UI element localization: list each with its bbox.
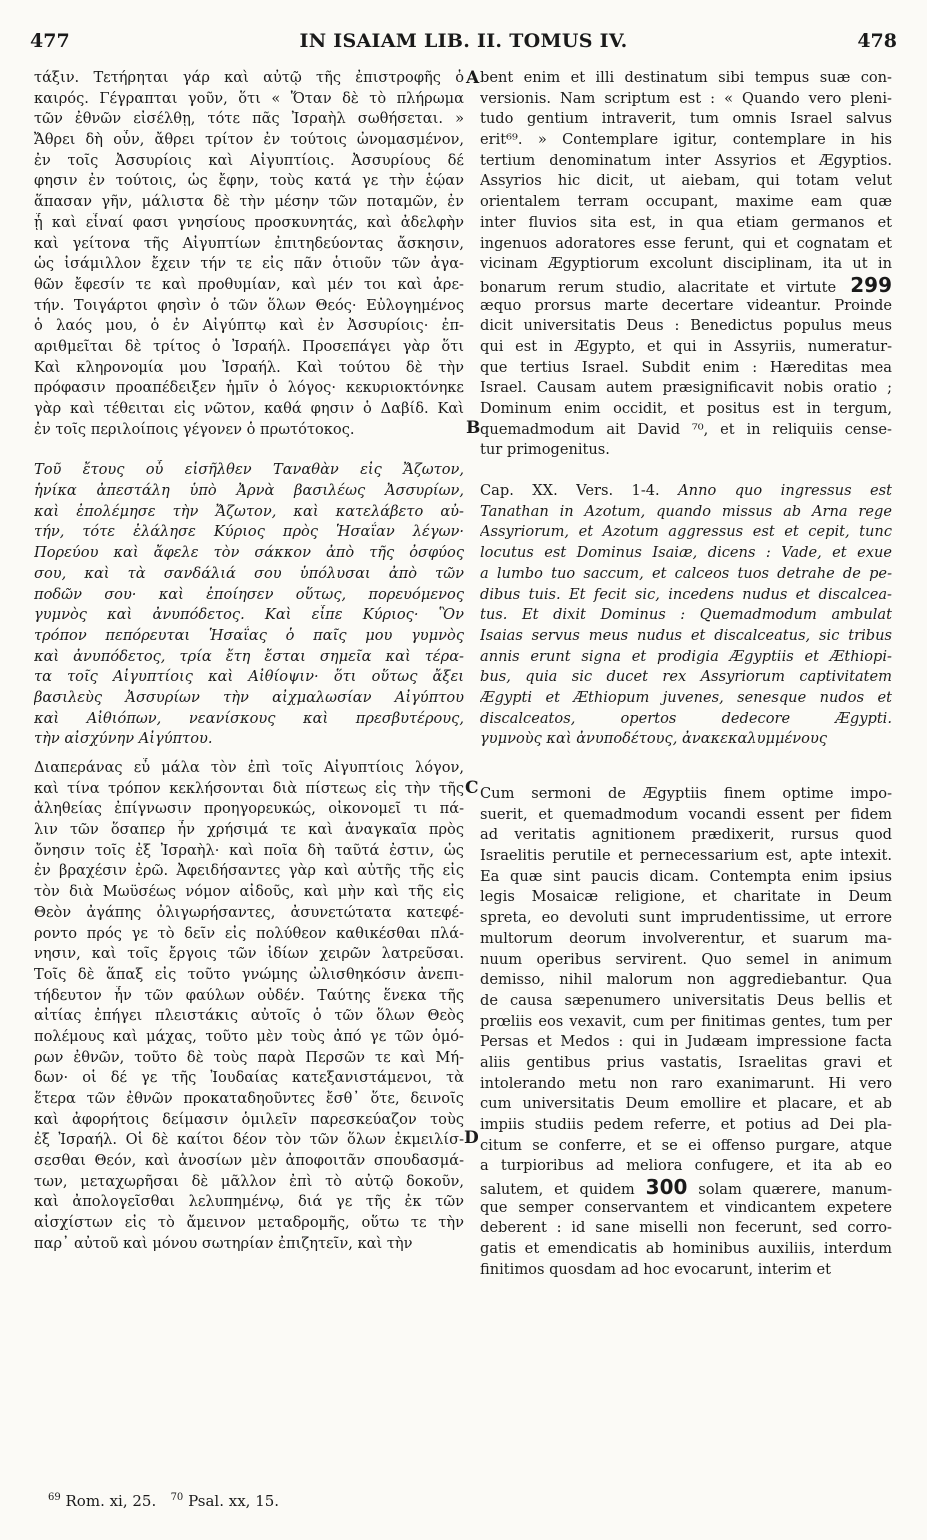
latin-para2-line: deberent : id sane miselli non fecerunt, sed corro-	[480, 1219, 892, 1237]
greek-para1-line: πρόφασιν προαπέδειξεν ἡμῖν ὁ λόγος· κεκυριοκτόνηκε	[34, 379, 464, 397]
greek-para2-line: καὶ ἀπολογεῖσθαι λελυπημένῳ, διά γε τῆς ἐκ τῶν	[34, 1193, 464, 1211]
greek-para2-line: παρ᾽ αὐτοῦ καὶ μόνου σωτηρίαν ἐπιζητεῖν, καὶ τὴν	[34, 1234, 413, 1252]
greek-para2-line: πολέμους καὶ μάχας, τοῦτο μὲν τοὺς ἀπό γε τῶν ὁμό-	[34, 1027, 464, 1045]
latin-para2-line: impiis studiis pedem referre, et potius ad Dei pla-	[480, 1116, 892, 1133]
latin-para2-line: legis Mosaicæ religione, et charitate in Deum	[480, 888, 892, 906]
latin-para2-line: Persas et Medos : qui in Judæam impressione facta	[480, 1033, 892, 1051]
greek-paragraph-1	[34, 68, 464, 440]
latin-column	[480, 68, 892, 1281]
latin-verse-line: Tanathan in Azotum, quando missus ab Arna rege	[480, 502, 892, 520]
greek-verse-line: τήν, τότε ἐλάλησε Κύριος πρὸς Ἡσαΐαν λέγων·	[34, 523, 464, 541]
latin-para1-line: vicinam Ægyptiorum excolunt disciplinam, ita ut in	[480, 255, 892, 273]
latin-verse-line: a lumbo tuo saccum, et calceos tuos detrahe de pe-	[480, 564, 892, 582]
latin-verse-line: Ægypti et Æthiopum juvenes, senesque nudos et	[480, 688, 892, 706]
latin-para1-line: tertium denominatum inter Assyrios et Ægyptios.	[480, 151, 892, 169]
latin-paragraph-2	[480, 784, 892, 1281]
greek-para2-line: ρων ἐθνῶν, τοῦτο δὲ τοὺς παρὰ Περσῶν τε καὶ Μή-	[34, 1048, 464, 1066]
latin-para1-line: versionis. Nam scriptum est : « Quando vero pleni-	[480, 89, 892, 107]
margin-letter-c: C	[465, 778, 479, 798]
latin-para2-line: que semper conservantem et vindicantem expetere	[480, 1198, 892, 1216]
greek-para1-line: γὰρ καὶ τέθειται εἰς νῶτον, καθά φησιν ὁ Δαβίδ. Καὶ	[34, 400, 464, 417]
latin-para1-line: orientalem terram occupant, maxime eam quæ	[480, 193, 892, 211]
greek-para2-line: καὶ ἀφορήτοις δείμασιν ὁμιλεῖν παρεσκεύαζον τοὺς	[34, 1110, 464, 1128]
latin-verse-line: Isaias servus meus nudus et discalceatus, sic tribus	[480, 626, 892, 644]
column-number-299: 299	[836, 274, 892, 296]
latin-para2-line: multorum deorum involverentur, et suarum ma-	[480, 929, 892, 947]
page-number-right: 478	[857, 30, 897, 52]
greek-verse-line: Τοῦ ἔτους οὗ εἰσῆλθεν Ταναθὰν εἰς Ἄζωτον,	[34, 461, 464, 479]
margin-letter-b: B	[466, 418, 481, 438]
latin-para2-line: a turpioribus ad meliora confugere, et ita ab eo	[480, 1157, 892, 1175]
greek-para2-line: σεσθαι Θεόν, καὶ ἀνοσίων μὲν ἀποφοιτᾶν σπουδασμά-	[34, 1152, 464, 1170]
latin-para1-line: ingenuos adoratores esse ferunt, qui et cognatam et	[480, 234, 892, 252]
greek-para2-line: αἰσχίστων εἰς τὸ ἄμεινον μεταδρομῆς, οὕτω τε τὴν	[34, 1214, 464, 1232]
latin-para1-line: quemadmodum ait David ⁷⁰, et in reliquiis cense-	[480, 420, 892, 438]
latin-verse-line: Assyriorum, et Azotum aggressus est et cepit, tunc	[480, 523, 892, 541]
greek-column	[34, 68, 464, 1255]
page-header	[0, 30, 927, 60]
greek-verse-line: βασιλεὺς Ἀσσυρίων τὴν αἰχμαλωσίαν Αἰγύπτου	[34, 688, 464, 706]
greek-para1-line: Καὶ κληρονομία μου Ἰσραήλ. Καὶ τούτου δὲ τὴν	[34, 358, 464, 376]
margin-letter-a: A	[466, 68, 480, 88]
footnote-number-70: 70	[170, 1492, 184, 1503]
greek-para1-line: καὶ γείτονα τῆς Αἰγυπτίων ἐπιτηδεύοντας ἄσκησιν,	[34, 234, 464, 252]
latin-para2-line: prœliis eos vexavit, cum per finitimas gentes, tum per	[480, 1012, 892, 1030]
verse-text-start: Anno quo ingressus est	[678, 482, 892, 500]
latin-para2-line: citum se conferre, et se ei offenso purgare, atque	[480, 1136, 892, 1154]
latin-verse-line: discalceatos, opertos dedecore Ægypti.	[480, 709, 892, 727]
greek-para2-line: τήδευτον ἦν τῶν φαύλων οὐδέν. Ταύτης ἕνεκα τῆς	[34, 986, 464, 1004]
latin-para2-line: spreta, eo devoluti sunt imprudentissime, ut errore	[480, 909, 892, 927]
greek-para1-line: αριθμεῖται δὲ τρίτος ὁ Ἰσραήλ. Προσεπάγει γὰρ ὅτι	[34, 337, 464, 355]
greek-para2-line: Διαπεράνας εὖ μάλα τὸν ἐπὶ τοῖς Αἰγυπτίοις λόγον,	[34, 759, 464, 776]
greek-verse-line: γυμνὸς καὶ ἀνυπόδετος. Καὶ εἶπε Κύριος· Ὃν	[34, 606, 464, 624]
greek-para2-line: ὄνησιν τοῖς ἐξ Ἰσραὴλ· καὶ ποῖα δὴ ταῦτά ἐστιν, ὡς	[34, 841, 464, 859]
greek-para2-line: λιν τῶν ὅσαπερ ἦν χρήσιμά τε καὶ ἀναγκαῖα πρὸς	[34, 821, 464, 839]
latin-para2-line: gatis et emendicatis ab hominibus auxiliis, interdum	[480, 1240, 892, 1258]
greek-paragraph-2	[34, 758, 464, 1255]
greek-para2-line: νησιν, καὶ τοῖς ἔργοις τῶν ἰδίων χειρῶν λατρεῦσαι.	[34, 945, 464, 963]
greek-verse-line: καὶ ἐπολέμησε τὴν Ἄζωτον, καὶ κατελάβετο αὐ-	[34, 502, 464, 520]
greek-para1-line: ἐν τοῖς Ἀσσυρίοις καὶ Αἰγυπτίοις. Ἀσσυρίους δέ	[34, 151, 464, 169]
chapter-verse-label: Cap. XX. Vers. 1-4.	[480, 482, 679, 500]
footnote-number-69: 69	[48, 1492, 61, 1503]
latin-para2-line: salutem, et quidem 300 solam quærere, manum-	[480, 1177, 892, 1198]
latin-para1-line: Dominum enim occidit, et positus est in tergum,	[480, 400, 892, 417]
latin-para2-line: Israelitis perutile et pernecessarium est, apte intexit.	[480, 847, 892, 865]
latin-para1-line: tur primogenitus.	[480, 441, 610, 459]
greek-para1-line: ὁ λαός μου, ὁ ἐν Αἰγύπτῳ καὶ ἐν Ἀσσυρίοις· ἐπ-	[34, 317, 464, 335]
margin-letter-d: D	[464, 1128, 479, 1148]
latin-para2-line: Ea quæ sint paucis dicam. Contempta enim ipsius	[480, 867, 892, 885]
latin-para1-line: dicit universitatis Deus : Benedictus populus meus	[480, 317, 892, 335]
latin-verse-line: tus. Et dixit Dominus : Quemadmodum ambulat	[480, 606, 892, 624]
greek-para2-line: Θεὸν ἀγάπης ὀλιγωρήσαντες, ἀσυνετώτατα κατεφέ-	[34, 903, 464, 921]
greek-para2-line: ἐν βραχέσιν ἐρῶ. Ἀφειδήσαντες γὰρ καὶ αὐτῆς τῆς εἰς	[34, 862, 464, 880]
latin-para2-line: nuum operibus servirent. Quo semel in animum	[480, 950, 892, 968]
latin-para1-line: bonarum rerum studio, alacritate et virtute 299	[480, 274, 892, 296]
greek-verse-line: τα τοῖς Αἰγυπτίοις καὶ Αἰθίοψιν· ὅτι οὕτως ἄξει	[34, 668, 464, 686]
latin-paragraph-1	[480, 68, 892, 461]
greek-para1-line: καιρός. Γέγραπται γοῦν, ὅτι « Ὅταν δὲ τὸ πλήρωμα	[34, 89, 464, 107]
greek-para2-line: δων· οἱ δέ γε τῆς Ἰουδαίας κατεξανιστάμενοι, τὰ	[34, 1069, 464, 1087]
greek-para1-line: ἅπασαν γῆν, μάλιστα δὲ τὴν μέσην τῶν ποταμῶν, ἐν	[34, 193, 464, 211]
latin-para1-line: erit⁶⁹. » Contemplare igitur, contemplare in his	[480, 131, 892, 149]
latin-verse-line: dibus tuis. Et fecit sic, incedens nudus et discalcea-	[480, 585, 892, 603]
latin-para2-line: finitimos quosdam ad hoc evocarunt, interim et	[480, 1260, 831, 1278]
running-title: IN ISAIAM LIB. II. TOMUS IV.	[299, 30, 628, 52]
greek-verse-line: τὴν αἰσχύνην Αἰγύπτου.	[34, 730, 213, 748]
latin-para2-line: ad veritatis agnitionem prædixerit, rursus quod	[480, 826, 892, 844]
greek-para2-line: τὸν διὰ Μωϋσέως νόμον αἰδοῦς, καὶ μὴν καὶ τῆς εἰς	[34, 883, 464, 901]
latin-para2-line: aliis gentibus prius vastatis, Israelitas gravi et	[480, 1053, 892, 1071]
greek-para2-line: Τοῖς δὲ ἅπαξ εἰς τοῦτο γνώμης ὠλισθηκόσιν ἀνεπι-	[34, 965, 464, 983]
footnote-ref-70: Psal. xx, 15.	[188, 1492, 280, 1510]
greek-para1-line: τάξιν. Τετήρηται γάρ καὶ αὐτῷ τῆς ἐπιστροφῆς ὁ	[34, 69, 464, 86]
latin-para2-line: cum universitatis Deum emollire et placare, et ab	[480, 1095, 892, 1113]
latin-para2-line: suerit, et quemadmodum vocandi essent per fidem	[480, 805, 892, 823]
greek-verse-line: τρόπον πεπόρευται Ἡσαΐας ὁ παῖς μου γυμνὸς	[34, 626, 464, 644]
latin-verse	[480, 481, 892, 750]
latin-verse-line: locutus est Dominus Isaiæ, dicens : Vade, et exue	[480, 544, 892, 562]
latin-para1-line: tudo gentium intraverit, tum omnis Israel salvus	[480, 110, 892, 128]
greek-para1-line: ὡς ἰσάμιλλον ἔχειν τήν τε εἰς πᾶν ὁτιοῦν τῶν ἀγα-	[34, 255, 464, 273]
latin-para1-line: que tertius Israel. Subdit enim : Hæreditas mea	[480, 358, 892, 376]
page-number-left: 477	[30, 30, 70, 52]
greek-para2-line: των, μεταχωρῆσαι δὲ μᾶλλον ἐπὶ τὸ αὐτῷ δοκοῦν,	[34, 1172, 464, 1190]
latin-para2-line-rest: solam quærere, manum-	[687, 1181, 892, 1198]
latin-para1-line: æquo prorsus marte decertare videantur. Proinde	[480, 296, 892, 314]
greek-verse-line: καὶ Αἰθιόπων, νεανίσκους καὶ πρεσβυτέρους,	[34, 709, 464, 727]
greek-para1-line: ᾗ καὶ εἶναί φασι γνησίους προσκυνητάς, καὶ ἀδελφὴν	[34, 213, 464, 231]
greek-para1-line: τῶν ἐθνῶν εἰσέλθῃ, τότε πᾶς Ἰσραὴλ σωθήσεται. »	[34, 110, 464, 128]
greek-para2-line: ροντο πρός γε τὸ δεῖν εἰς πολύθεον καθικέσθαι πλά-	[34, 924, 464, 942]
footnotes	[48, 1492, 279, 1510]
latin-para1-line: Israel. Causam autem præsignificavit nobis oratio ;	[480, 379, 892, 397]
latin-verse-line: bus, quia sic ducet rex Assyriorum captivitatem	[480, 668, 892, 686]
column-number-300: 300	[645, 1177, 688, 1198]
latin-para1-line: inter fluvios sita est, in qua etiam germanos et	[480, 213, 892, 231]
greek-para1-line: θῶν ἔφεσίν τε καὶ προθυμίαν, καὶ μέν τοι καὶ ἀρε-	[34, 275, 464, 293]
greek-para2-line: αἰτίας ἐπήγει πλειστάκις αὐτοῖς ὁ τῶν ὅλων Θεὸς	[34, 1007, 464, 1025]
latin-para2-line: Cum sermoni de Ægyptiis finem optime impo-	[480, 785, 892, 802]
greek-verse-line: Πορεύου καὶ ἄφελε τὸν σάκκον ἀπὸ τῆς ὀσφύος	[34, 544, 464, 562]
greek-para2-line: ἀληθείας ἐπίγνωσιν προηγορευκώς, οἰκονομεῖ τι πά-	[34, 800, 464, 818]
greek-para2-line: ἕτερα τῶν ἐθνῶν προκαταδηοῦντες ἔσθ᾽ ὅτε, δεινοῖς	[34, 1090, 464, 1107]
latin-para2-line: de causa sæpenumero universitatis Deus bellis et	[480, 991, 892, 1009]
latin-para2-line: intolerando metu non raro exanimarunt. Hi vero	[480, 1074, 892, 1092]
greek-verse-line: ποδῶν σου· καὶ ἐποίησεν οὕτως, πορευόμενος	[34, 585, 464, 603]
latin-verse-line: γυμνοὺς καὶ ἀνυποδέτους, ἀνακεκαλυμμένους	[480, 730, 828, 748]
footnote-ref-69: Rom. xi, 25.	[65, 1492, 157, 1510]
latin-para1-line: qui est in Ægypto, et qui in Assyriis, numeratur-	[480, 337, 892, 355]
greek-verse-line: καὶ ἀνυπόδετος, τρία ἔτη ἔσται σημεῖα καὶ τέρα-	[34, 647, 464, 665]
greek-para1-line: φησιν ἐν τούτοις, ὡς ἔφην, τοὺς κατά γε τὴν ἑῴαν	[34, 172, 464, 190]
greek-verse-line: σου, καὶ τὰ σανδάλιά σου ὑπόλυσαι ἀπὸ τῶν	[34, 564, 464, 582]
greek-verse-line: ἡνίκα ἀπεστάλη ὑπὸ Ἀρνὰ βασιλέως Ἀσσυρίων,	[34, 482, 464, 500]
latin-para1-line: bent enim et illi destinatum sibi tempus suæ con-	[480, 69, 892, 86]
greek-para2-line: καὶ τίνα τρόπον κεκλήσονται διὰ πίστεως εἰς τὴν τῆς	[34, 779, 464, 797]
latin-verse-line	[480, 481, 892, 502]
greek-para1-line: Ἄθρει δὴ οὖν, ἄθρει τρίτον ἐν τούτοις ὠνομασμένον,	[34, 131, 464, 149]
greek-para1-line: ἐν τοῖς περιλοίποις γέγονεν ὁ πρωτότοκος.	[34, 420, 355, 438]
latin-para1-line: Assyrios hic dicit, ut aiebam, qui totam velut	[480, 172, 892, 190]
latin-para2-line: demisso, nihil malorum non aggrediebantur. Qua	[480, 971, 892, 989]
latin-verse-line: annis erunt signa et prodigia Ægyptiis et Æthiopi-	[480, 647, 892, 665]
greek-para1-line: τήν. Τοιγάρτοι φησὶν ὁ τῶν ὅλων Θεός· Εὐλογημένος	[34, 296, 464, 314]
greek-verse	[34, 460, 464, 750]
greek-para2-line: ἐξ Ἰσραήλ. Οἱ δὲ καίτοι δέον τὸν τῶν ὅλων ἐκμειλίσ-	[34, 1131, 464, 1149]
